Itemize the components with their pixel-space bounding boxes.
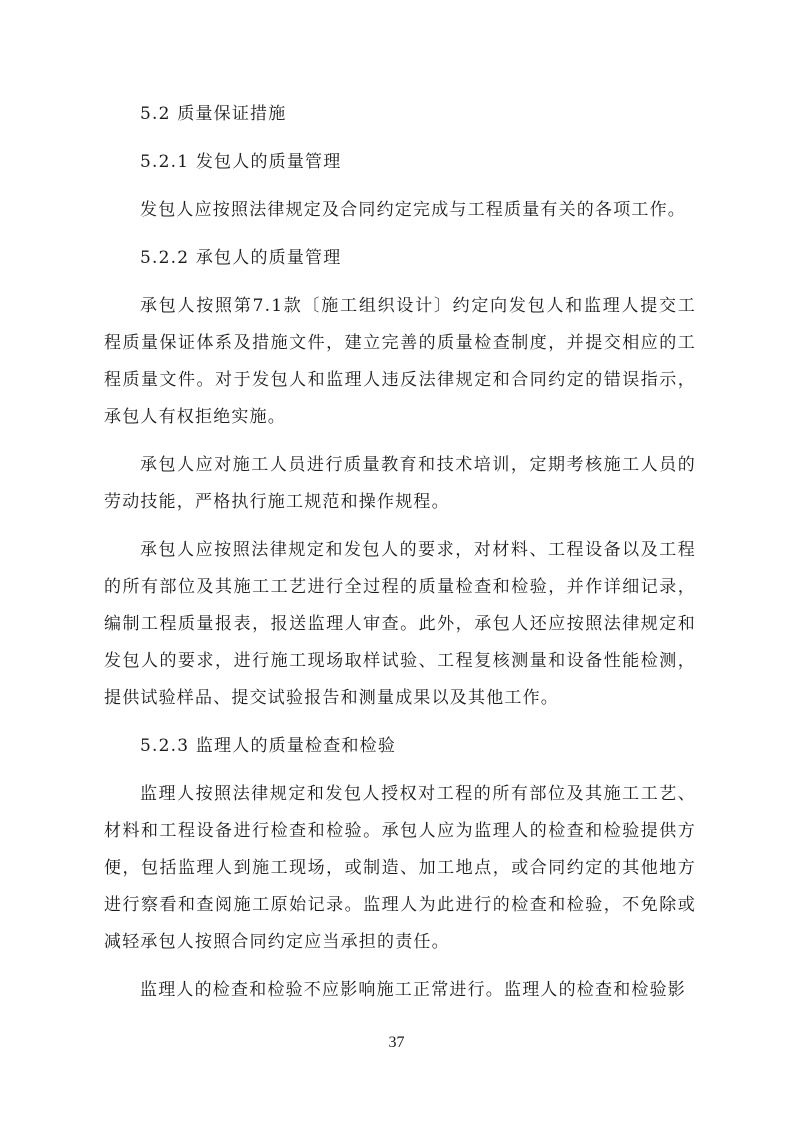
page-body — [104, 96, 696, 1020]
page-number: 37 — [388, 1034, 405, 1051]
subsection-heading-5-2-1: 5.2.1 发包人的质量管理 — [140, 152, 342, 172]
subsection-heading-5-2-3: 5.2.3 监理人的质量检查和检验 — [140, 736, 397, 756]
subsection-heading-5-2-2: 5.2.2 承包人的质量管理 — [140, 248, 342, 268]
paragraph: 发包人应按照法律规定及合同约定完成与工程质量有关的各项工作。 — [140, 200, 686, 220]
paragraph: 承包人按照第7.1款〔施工组织设计〕约定向发包人和监理人提交工程质量保证体系及措施文件，建立完善的质量检查制度，并提交相应的工程质量文件。对于发包人和监理人违反法律规定和合同约定的错误指示，承包人有权拒绝实施。 — [104, 296, 696, 427]
paragraph: 监理人的检查和检验不应影响施工正常进行。监理人的检查和检验影 — [140, 980, 686, 1000]
paragraph: 监理人按照法律规定和发包人授权对工程的所有部位及其施工工艺、材料和工程设备进行检查和检验。承包人应为监理人的检查和检验提供方便，包括监理人到施工现场，或制造、加工地点，或合同约定的其他地方进行察看和查阅施工原始记录。监理人为此进行的检查和检验，不免除或减轻承包人按照合同约定应当承担的责任。 — [104, 784, 696, 952]
paragraph: 承包人应按照法律规定和发包人的要求，对材料、工程设备以及工程的所有部位及其施工工艺进行全过程的质量检查和检验，并作详细记录，编制工程质量报表，报送监理人审查。此外，承包人还应按照法律规定和发包人的要求，进行施工现场取样试验、工程复核测量和设备性能检测，提供试验样品、提交试验报告和测量成果以及其他工作。 — [104, 540, 696, 708]
section-heading: 5.2 质量保证措施 — [140, 104, 287, 124]
paragraph: 承包人应对施工人员进行质量教育和技术培训，定期考核施工人员的劳动技能，严格执行施工规范和操作规程。 — [104, 455, 696, 512]
